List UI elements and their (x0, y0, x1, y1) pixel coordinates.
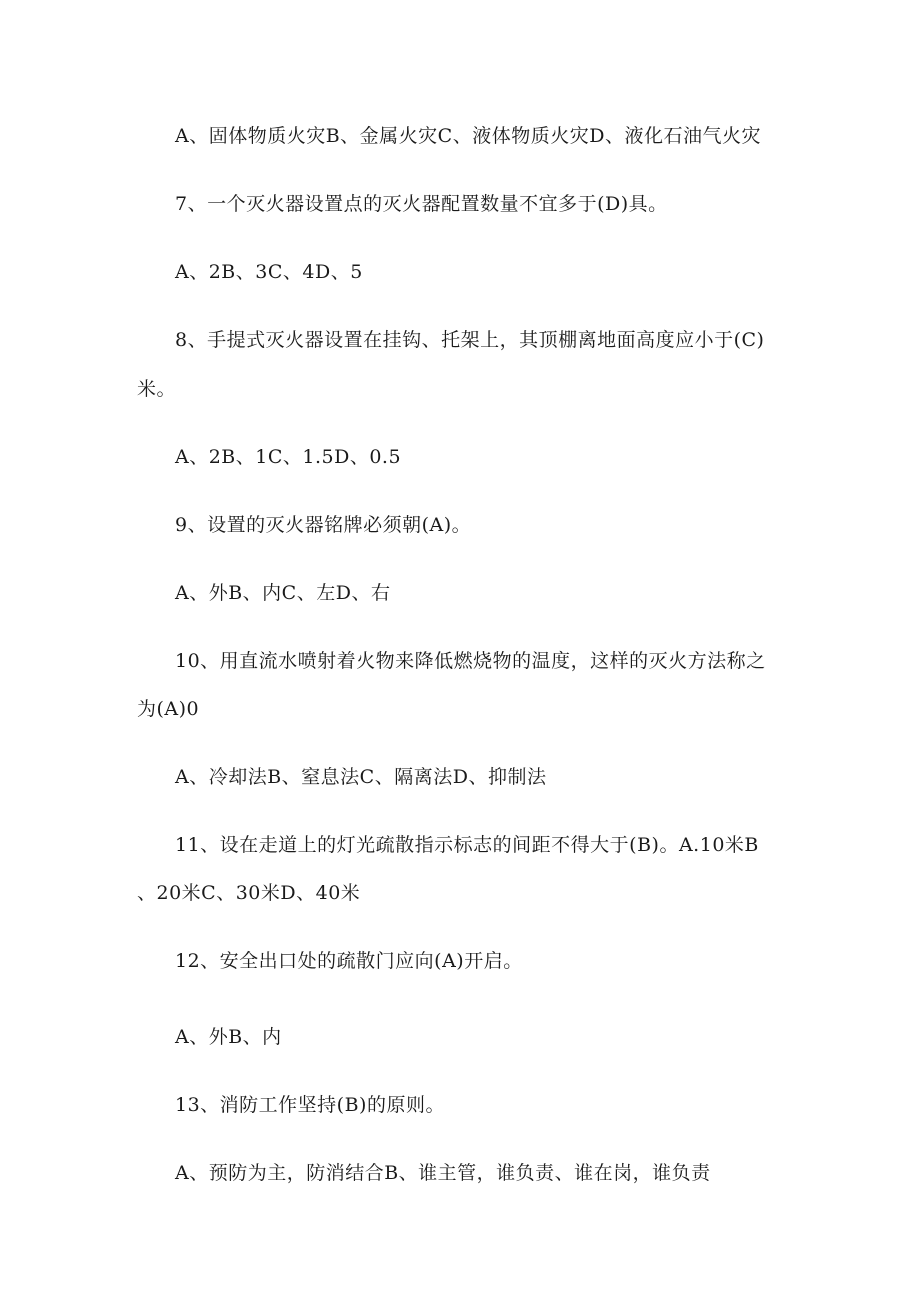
q10-options: A、冷却法B、窒息法C、隔离法D、抑制法 (175, 766, 547, 788)
q13-options: A、预防为主，防消结合B、谁主管，谁负责、谁在岗，谁负责 (175, 1162, 711, 1184)
q7-question: 7、一个灭火器设置点的灭火器配置数量不宜多于(D)具。 (175, 193, 668, 215)
q9-question: 9、设置的灭火器铭牌必须朝(A)。 (175, 514, 472, 536)
q13-question: 13、消防工作坚持(B)的原则。 (175, 1094, 445, 1116)
q11-question: 11、设在走道上的灯光疏散指示标志的间距不得大于(B)。A.10米B (175, 834, 759, 856)
q12-question: 12、安全出口处的疏散门应向(A)开启。 (175, 950, 523, 972)
q7-options: A、2B、3C、4D、5 (175, 261, 363, 283)
q6-options: A、固体物质火灾B、金属火灾C、液体物质火灾D、液化石油气火灾 (175, 125, 761, 147)
q8-options: A、2B、1C、1.5D、0.5 (175, 446, 402, 468)
q9-options: A、外B、内C、左D、右 (175, 582, 391, 604)
q8-question: 8、手提式灭火器设置在挂钩、托架上，其顶棚离地面高度应小于(C) (175, 329, 765, 351)
q10-question-cont: 为(A)0 (137, 698, 200, 720)
q10-question: 10、用直流水喷射着火物来降低燃烧物的温度，这样的灭火方法称之 (175, 650, 766, 672)
q11-options-cont: 、20米C、30米D、40米 (137, 882, 361, 904)
q12-options: A、外B、内 (175, 1026, 282, 1048)
q8-question-cont: 米。 (137, 378, 177, 400)
